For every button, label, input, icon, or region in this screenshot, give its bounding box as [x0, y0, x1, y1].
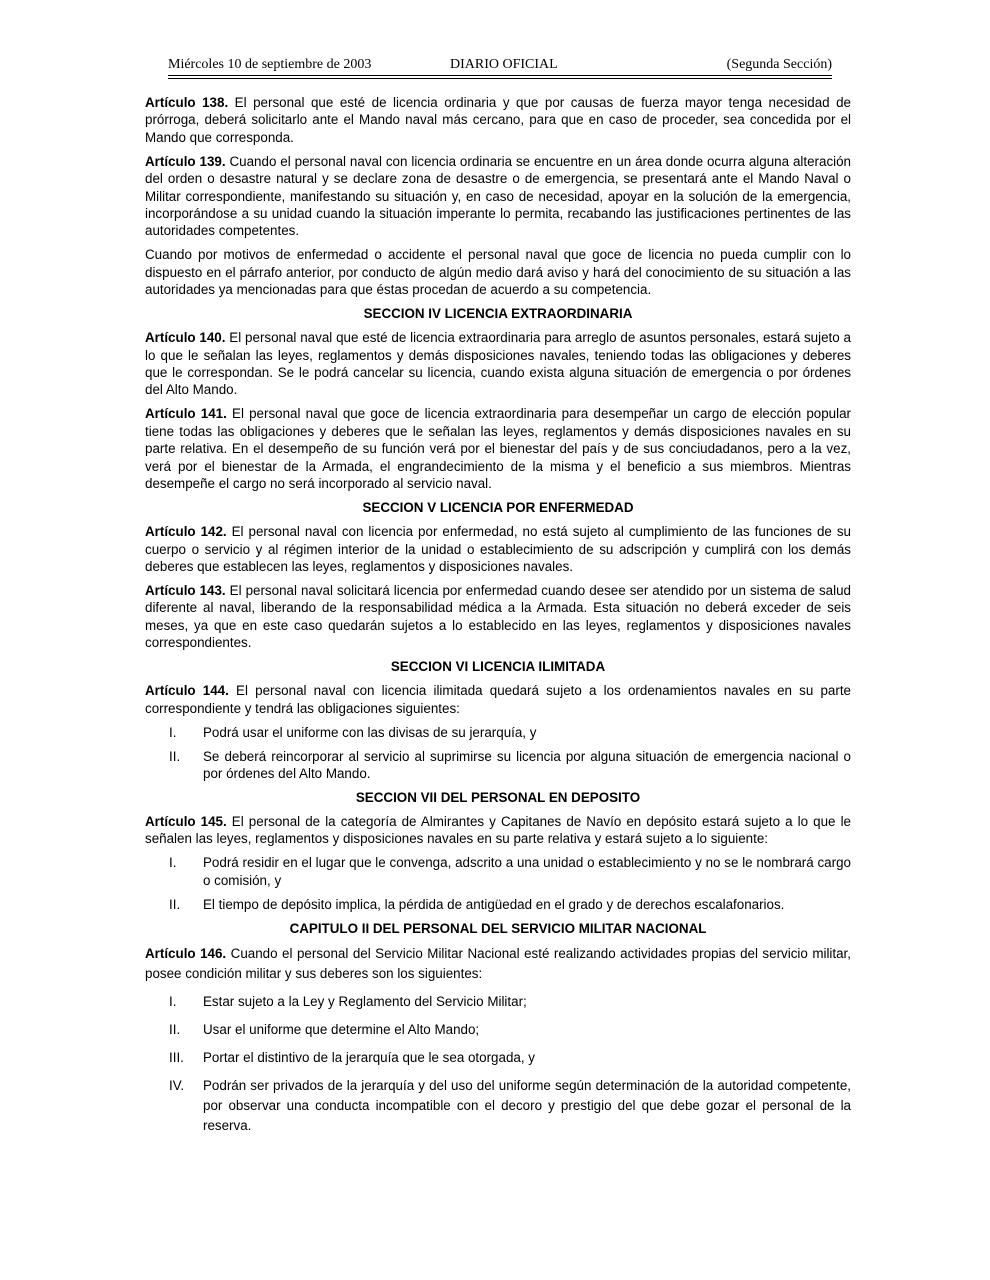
chapter-heading-ii: CAPITULO II DEL PERSONAL DEL SERVICIO MILITAR NACIONAL	[289, 920, 707, 936]
article-label: Artículo 142.	[145, 524, 227, 540]
list-item-number: I.	[169, 724, 177, 740]
article-146	[145, 944, 851, 984]
list-item-number: III.	[169, 1049, 184, 1065]
article-141	[145, 405, 851, 492]
article-146-block	[145, 944, 851, 1136]
list-item-text: El tiempo de depósito implica, la pérdida de antigüedad en el grado y de derechos escalafonarios.	[203, 896, 785, 912]
article-139	[145, 153, 851, 240]
article-text: El personal naval que goce de licencia extraordinaria para desempeñar un cargo de elección popular tiene todas las obligaciones y deberes que le señalan las leyes, reglamentos y demás disposiciones navales en su parte relativa. En el desempeño de su función verá por el bienestar del país y de sus conciudadanos, pero a la vez, verá por el bienestar de la Armada, el engrandecimiento de la misma y el beneficio a sus miembros. Mientras desempeñe el cargo no será incorporado al servicio naval.	[145, 406, 851, 492]
document-body	[145, 94, 851, 1144]
article-text: El personal de la categoría de Almirantes y Capitanes de Navío en depósito estará sujeto a lo que le señalen las leyes, reglamentos y disposiciones navales en su parte relativa y estará sujeto a lo siguiente:	[145, 813, 851, 847]
list-item-number: II.	[169, 748, 181, 764]
section-heading-v: SECCION V LICENCIA POR ENFERMEDAD	[362, 500, 634, 516]
article-143	[145, 582, 851, 652]
article-text: El personal naval que esté de licencia extraordinaria para arreglo de asuntos personales, estará sujeto a lo que le señalan las leyes, reglamentos y demás disposiciones navales, teniendo todas las obligaciones y deberes que le correspondan. Se le podrá cancelar su licencia, cuando exista alguna situación de emergencia o por órdenes del Alto Mando.	[145, 330, 851, 398]
section-heading-vi: SECCION VI LICENCIA ILIMITADA	[390, 659, 606, 675]
list-item-text: Portar el distintivo de la jerarquía que le sea otorgada, y	[203, 1049, 535, 1065]
list-item-text: Se deberá reincorporar al servicio al suprimirse su licencia por alguna situación de emergencia nacional o por órdenes del Alto Mando.	[203, 748, 851, 781]
article-label: Artículo 139.	[145, 153, 226, 169]
article-label: Artículo 143.	[145, 582, 226, 598]
section-heading-iv: SECCION IV LICENCIA EXTRAORDINARIA	[363, 306, 633, 322]
header-date: Miércoles 10 de septiembre de 2003	[168, 57, 372, 72]
article-text: El personal naval solicitará licencia por enfermedad cuando desee ser atendido por un sistema de salud diferente al naval, liberando de la responsabilidad médica a la Armada. Esta situación no deberá exceder de seis meses, ya que en este caso quedarán sujetos a lo establecido en las leyes, reglamentos y disposiciones navales correspondientes.	[145, 582, 851, 651]
article-text: El personal naval con licencia ilimitada quedará sujeto a los ordenamientos navales en su parte correspondiente y tendrá las obligaciones siguientes:	[145, 683, 852, 716]
article-144	[145, 682, 851, 717]
list-item-text: Podrá usar el uniforme con las divisas de su jerarquía, y	[203, 724, 537, 740]
list-item	[145, 1076, 851, 1136]
article-label: Artículo 146.	[145, 945, 227, 961]
list-item-text: Usar el uniforme que determine el Alto Mando;	[203, 1021, 480, 1037]
list-item-text: Estar sujeto a la Ley y Reglamento del Servicio Militar;	[203, 993, 527, 1009]
article-label: Artículo 138.	[145, 95, 229, 110]
article-label: Artículo 144.	[145, 683, 229, 699]
header-publication: DIARIO OFICIAL	[450, 57, 558, 72]
header-section: (Segunda Sección)	[726, 57, 832, 72]
list-item	[145, 896, 851, 913]
article-label: Artículo 140.	[145, 330, 226, 346]
article-142	[145, 523, 851, 575]
page-header	[168, 57, 832, 75]
list-item-number: I.	[169, 993, 177, 1009]
article-label: Artículo 145.	[145, 813, 227, 829]
article-text: Cuando el personal del Servicio Militar Nacional esté realizando actividades propias del servicio militar, posee condición militar y sus deberes son los siguientes:	[145, 945, 852, 981]
article-139-paragraph-2: Cuando por motivos de enfermedad o accidente el personal naval que goce de licencia no pueda cumplir con lo dispuesto en el párrafo anterior, por conducto de algún medio dará aviso y hará del conocimiento de su situación a las autoridades ya mencionadas para que éstas procedan de acuerdo a su competencia.	[145, 247, 851, 298]
list-item-text: Podrá residir en el lugar que le convenga, adscrito a una unidad o establecimiento y no se le nombrará cargo o comisión, y	[203, 855, 851, 888]
article-text: El personal naval con licencia por enfermedad, no está sujeto al cumplimiento de las funciones de su cuerpo o servicio y al régimen interior de la unidad o establecimiento de su adscripción y cumplirá con los demás deberes que establecen las leyes, reglamentos y disposiciones navales.	[145, 524, 851, 574]
list-item-text: Podrán ser privados de la jerarquía y del uso del uniforme según determinación de la autoridad competente, por observar una conducta incompatible con el decoro y prestigio del que debe gozar el personal de la reserva.	[203, 1077, 851, 1133]
list-item	[145, 992, 851, 1012]
list-item	[145, 1048, 851, 1068]
article-text: El personal que esté de licencia ordinaria y que por causas de fuerza mayor tenga necesidad de prórroga, deberá solicitarlo ante el Mando naval más cercano, para que en caso de proceder, sea concedida por el Mando que corresponda.	[145, 95, 851, 145]
list-item-number: II.	[169, 896, 181, 912]
list-item-number: IV.	[169, 1077, 185, 1093]
article-138	[145, 94, 851, 146]
article-145	[145, 813, 851, 848]
list-item-number: II.	[169, 1021, 181, 1037]
header-rule-bottom	[168, 78, 832, 79]
section-heading-vii: SECCION VII DEL PERSONAL EN DEPOSITO	[355, 789, 641, 805]
list-item	[145, 748, 851, 783]
list-item	[145, 854, 851, 889]
list-item-number: I.	[169, 855, 177, 871]
list-item	[145, 724, 851, 741]
article-text: Cuando el personal naval con licencia ordinaria se encuentre en un área donde ocurra alguna alteración del orden o desastre natural y se declare zona de desastre o de emergencia, se presentará ante el Mando Naval o Militar correspondiente, manifestando su situación y, en caso de necesidad, apoyar en la solución de la emergencia, incorporándose a su unidad cuando la situación imperante lo permita, recabando las justificaciones pertinentes de las autoridades competentes.	[145, 153, 852, 239]
list-item	[145, 1020, 851, 1040]
article-label: Artículo 141.	[145, 406, 227, 422]
header-rule-top	[168, 75, 832, 76]
article-140	[145, 329, 851, 399]
